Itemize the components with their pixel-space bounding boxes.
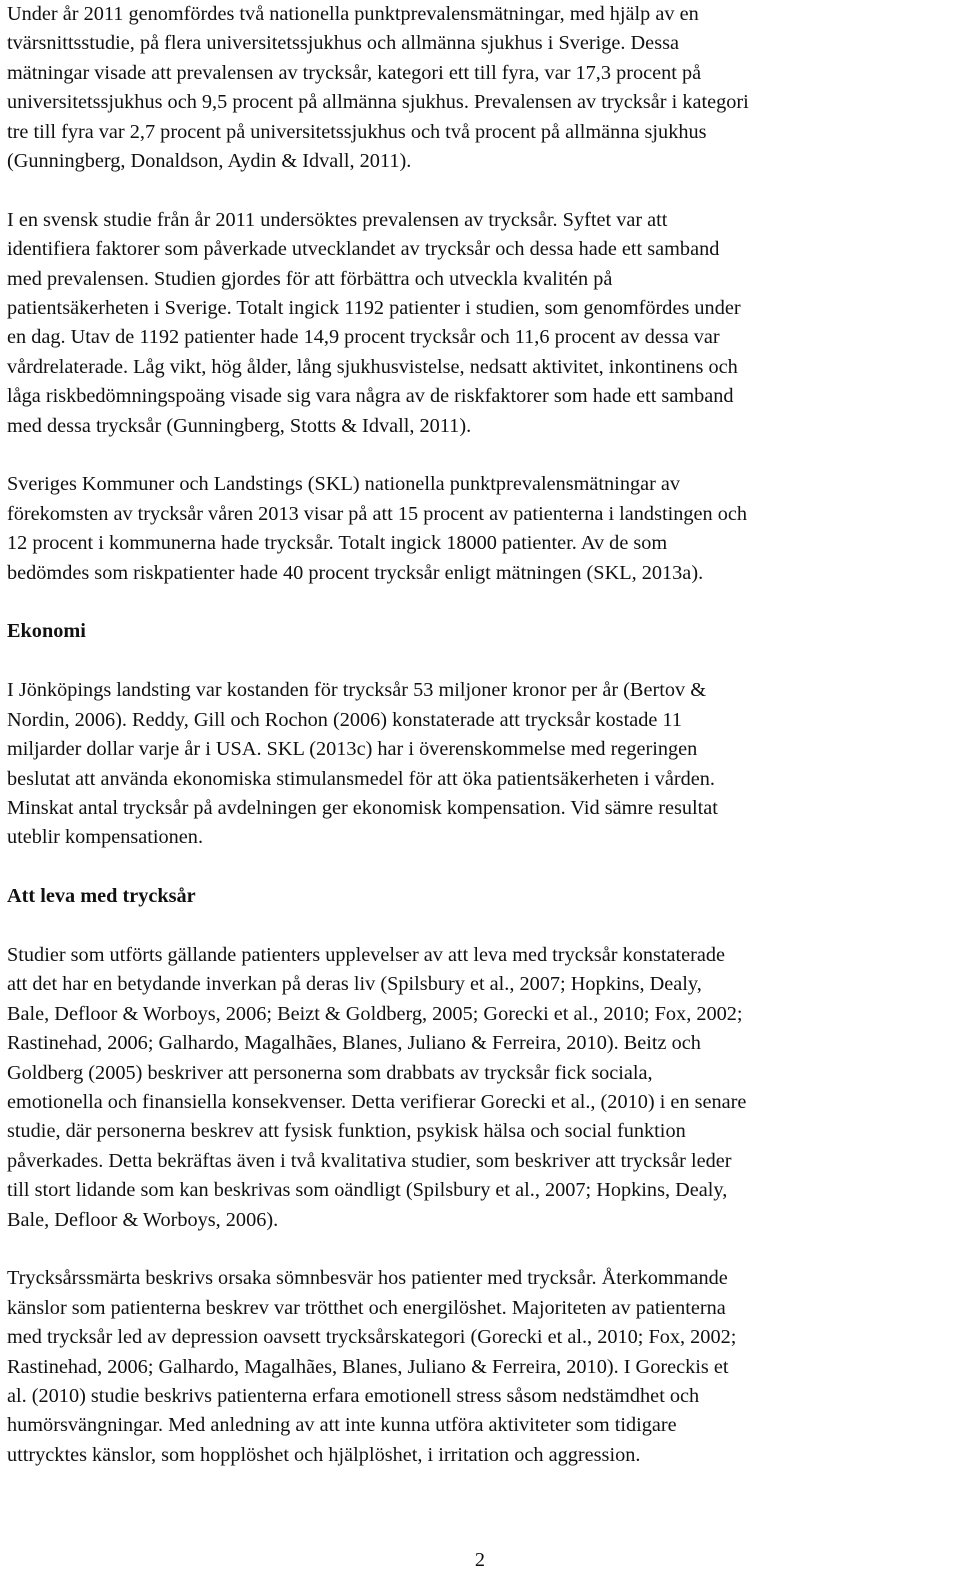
text-line: till stort lidande som kan beskrivas som oändligt (Spilsbury et al., 2007; Hopkins, Dealy, — [7, 1179, 728, 1202]
text-line: Bale, Defloor & Worboys, 2006). — [7, 1208, 279, 1231]
text-line: Studier som utförts gällande patienters upplevelser av att leva med trycksår konstaterade — [7, 943, 726, 966]
paragraph-gap — [7, 647, 949, 676]
text-line: (Gunningberg, Donaldson, Aydin & Idvall, 2011). — [7, 150, 412, 173]
text-line: al. (2010) studie beskrivs patienterna erfara emotionell stress såsom nedstämdhet och — [7, 1384, 700, 1407]
text-line: Rastinehad, 2006; Galhardo, Magalhães, Blanes, Juliano & Ferreira, 2010). Beitz och — [7, 1032, 701, 1055]
text-line: tvärsnittsstudie, på flera universitetssjukhus och allmänna sjukhus i Sverige. Dessa — [7, 32, 679, 55]
paragraph-gap — [7, 441, 949, 470]
paragraph-patient-experiences — [7, 941, 949, 1235]
paragraph-gap — [7, 912, 949, 941]
paragraph-prevalence-2011 — [7, 0, 949, 176]
text-line: 12 procent i kommunerna hade trycksår. Totalt ingick 18000 patienter. Av de som — [7, 532, 668, 555]
paragraph-economy — [7, 676, 949, 852]
text-line: studie, där personerna beskrev att fysisk funktion, psykisk hälsa och social funktion — [7, 1120, 686, 1143]
text-line: Goldberg (2005) beskriver att personerna som drabbats av trycksår fick sociala, — [7, 1061, 653, 1084]
text-line: Nordin, 2006). Reddy, Gill och Rochon (2006) konstaterade att trycksår kostade 11 — [7, 708, 682, 731]
paragraph-gap — [7, 588, 949, 617]
text-line: Sveriges Kommuner och Landstings (SKL) nationella punktprevalensmätningar av — [7, 473, 681, 496]
text-line: tre till fyra var 2,7 procent på universitetssjukhus och två procent på allmänna sjukhus — [7, 120, 707, 143]
text-line: påverkades. Detta bekräftas även i två kvalitativa studier, som beskriver att trycksår leder — [7, 1149, 732, 1172]
text-line: med trycksår led av depression oavsett trycksårskategori (Gorecki et al., 2010; Fox, 2002; — [7, 1326, 737, 1349]
document-page — [7, 0, 949, 1470]
paragraph-skl-measurement — [7, 470, 949, 588]
text-line: Minskat antal trycksår på avdelningen ger ekonomisk kompensation. Vid sämre resultat — [7, 796, 718, 819]
text-line: I Jönköpings landsting var kostanden för trycksår 53 miljoner kronor per år (Bertov & — [7, 679, 706, 702]
text-line: patientsäkerheten i Sverige. Totalt ingick 1192 patienter i studien, som genomfördes under — [7, 297, 741, 320]
paragraph-gap — [7, 1235, 949, 1264]
text-line: att det har en betydande inverkan på deras liv (Spilsbury et al., 2007; Hopkins, Dealy, — [7, 973, 702, 996]
paragraph-swedish-study — [7, 206, 949, 441]
text-line: uttrycktes känslor, som hopplöshet och hjälplöshet, i irritation och aggression. — [7, 1443, 641, 1466]
paragraph-gap — [7, 176, 949, 205]
text-line: humörsvängningar. Med anledning av att inte kunna utföra aktiviteter som tidigare — [7, 1414, 677, 1437]
text-line: låga riskbedömningspoäng visade sig vara några av de riskfaktorer som hade ett samband — [7, 385, 734, 408]
paragraph-pain-and-emotions — [7, 1264, 949, 1470]
text-line: vårdrelaterade. Låg vikt, hög ålder, lång sjukhusvistelse, nedsatt aktivitet, inkontinens och — [7, 355, 738, 378]
text-line: mätningar visade att prevalensen av trycksår, kategori ett till fyra, var 17,3 procent på — [7, 61, 702, 84]
text-line: universitetssjukhus och 9,5 procent på allmänna sjukhus. Prevalensen av trycksår i kategori — [7, 91, 749, 114]
text-line: en dag. Utav de 1192 patienter hade 14,9 procent trycksår och 11,6 procent av dessa var — [7, 326, 720, 349]
text-line: miljarder dollar varje år i USA. SKL (2013c) har i överenskommelse med regeringen — [7, 738, 698, 761]
text-line: Rastinehad, 2006; Galhardo, Magalhães, Blanes, Juliano & Ferreira, 2010). I Goreckis et — [7, 1355, 729, 1378]
section-heading-att-leva: Att leva med trycksår — [7, 885, 196, 908]
text-line: Bale, Defloor & Worboys, 2006; Beizt & Goldberg, 2005; Gorecki et al., 2010; Fox, 2002; — [7, 1002, 743, 1025]
section-heading-ekonomi: Ekonomi — [7, 620, 86, 643]
text-line: med prevalensen. Studien gjordes för att förbättra och utveckla kvalitén på — [7, 267, 613, 290]
text-line: uteblir kompensationen. — [7, 826, 204, 849]
text-line: känslor som patienterna beskrev var trötthet och energilöshet. Majoriteten av patienterna — [7, 1296, 726, 1319]
text-line: I en svensk studie från år 2011 undersöktes prevalensen av trycksår. Syftet var att — [7, 208, 668, 231]
text-line: beslutat att använda ekonomiska stimulansmedel för att öka patientsäkerheten i vården. — [7, 767, 715, 790]
text-line: emotionella och finansiella konsekvenser. Detta verifierar Gorecki et al., (2010) i en senare — [7, 1090, 747, 1113]
text-line: Trycksårssmärta beskrivs orsaka sömnbesvär hos patienter med trycksår. Återkommande — [7, 1267, 728, 1290]
text-line: med dessa trycksår (Gunningberg, Stotts & Idvall, 2011). — [7, 414, 472, 437]
page-number: 2 — [474, 1549, 486, 1571]
paragraph-gap — [7, 853, 949, 882]
text-line: bedömdes som riskpatienter hade 40 procent trycksår enligt mätningen (SKL, 2013a). — [7, 561, 704, 584]
text-line: förekomsten av trycksår våren 2013 visar på att 15 procent av patienterna i landstingen och — [7, 502, 748, 525]
text-line: Under år 2011 genomfördes två nationella punktprevalensmätningar, med hjälp av en — [7, 3, 699, 25]
text-line: identifiera faktorer som påverkade utvecklandet av trycksår och dessa hade ett samband — [7, 238, 720, 261]
